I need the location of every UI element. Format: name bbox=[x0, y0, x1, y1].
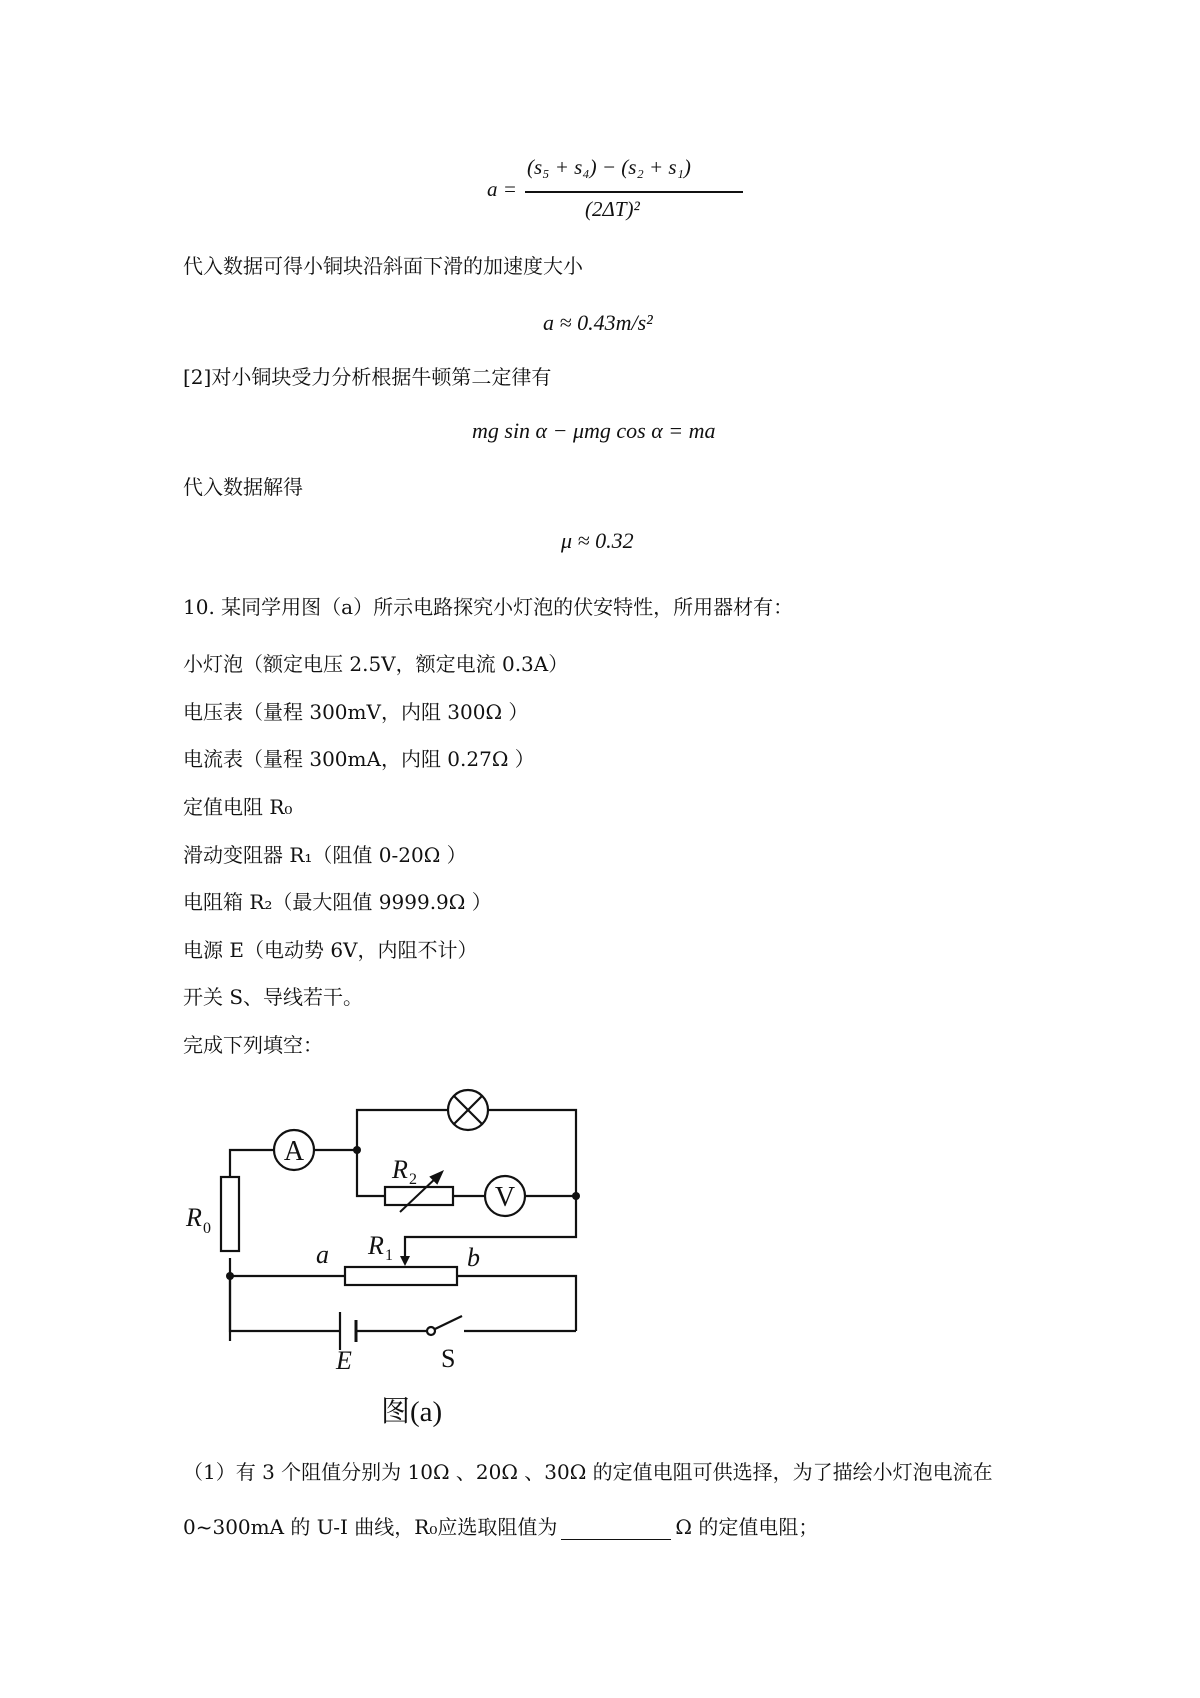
r1-label: R bbox=[368, 1231, 384, 1260]
battery-icon bbox=[340, 1312, 356, 1350]
material-item: 电压表（量程 300mV，内阻 300Ω ） bbox=[183, 700, 529, 724]
wire-r1-right bbox=[457, 1276, 576, 1331]
text-line-solve: 代入数据解得 bbox=[183, 475, 303, 499]
material-item: 开关 S、导线若干。 bbox=[183, 985, 364, 1009]
accel-value-equation: a ≈ 0.43m/s² bbox=[543, 310, 653, 335]
slider-arrow-icon bbox=[400, 1256, 410, 1266]
material-item: 电源 E（电动势 6V，内阻不计） bbox=[183, 938, 478, 962]
r0-subscript: 0 bbox=[203, 1220, 211, 1237]
terminal-b-label: b bbox=[467, 1243, 480, 1272]
wire-bottom-left bbox=[230, 1276, 340, 1331]
formula-denominator: (2ΔT)² bbox=[585, 197, 640, 221]
formula-lhs: a = bbox=[487, 177, 517, 201]
r2-label: R bbox=[392, 1155, 408, 1184]
material-item: 定值电阻 R₀ bbox=[183, 795, 293, 819]
resistor-box-r0 bbox=[221, 1177, 239, 1251]
resistor-box-r2 bbox=[385, 1187, 453, 1205]
formula-numerator: (s₅ + s₄) − (s₂ + s₁) bbox=[527, 155, 691, 179]
lamp-icon bbox=[448, 1090, 488, 1130]
ammeter-label: A bbox=[283, 1136, 305, 1167]
material-item: 电阻箱 R₂（最大阻值 9999.9Ω ） bbox=[183, 890, 492, 914]
wire-r2-left bbox=[357, 1150, 385, 1196]
switch-label: S bbox=[441, 1344, 456, 1373]
mu-value-equation: μ ≈ 0.32 bbox=[561, 528, 634, 553]
material-item: 滑动变阻器 R₁（阻值 0-20Ω ） bbox=[183, 843, 467, 867]
answer-blank[interactable] bbox=[561, 1519, 671, 1540]
instruction-text: 完成下列填空： bbox=[183, 1033, 323, 1057]
r0-label: R bbox=[186, 1203, 202, 1232]
material-item: 电流表（量程 300mA，内阻 0.27Ω ） bbox=[183, 747, 535, 771]
terminal-a-label: a bbox=[316, 1240, 329, 1269]
resistor-box-r1 bbox=[345, 1267, 457, 1285]
sub-question-1-line1: （1）有 3 个阻值分别为 10Ω 、20Ω 、30Ω 的定值电阻可供选择，为了描绘小灯泡电流在 bbox=[183, 1460, 993, 1484]
question-10-stem: 10. 某同学用图（a）所示电路探究小灯泡的伏安特性，所用器材有： bbox=[183, 595, 794, 619]
text-line-accel-intro: 代入数据可得小铜块沿斜面下滑的加速度大小 bbox=[183, 254, 583, 278]
sub-question-1-suffix: Ω 的定值电阻； bbox=[675, 1515, 819, 1539]
sub-question-1-prefix: 0~300mA 的 U-I 曲线，R₀应选取阻值为 bbox=[183, 1515, 558, 1539]
battery-label: E bbox=[336, 1346, 352, 1375]
r1-subscript: 1 bbox=[385, 1247, 393, 1264]
newton-equation: mg sin α − μmg cos α = ma bbox=[472, 418, 716, 443]
text-line-newton-intro: [2]对小铜块受力分析根据牛顿第二定律有 bbox=[183, 365, 552, 389]
switch-icon bbox=[427, 1316, 462, 1335]
material-item: 小灯泡（额定电压 2.5V，额定电流 0.3A） bbox=[183, 652, 569, 676]
figure-caption: 图(a) bbox=[381, 1396, 443, 1428]
sub-question-1-line2 bbox=[183, 1514, 818, 1540]
voltmeter-label: V bbox=[494, 1182, 516, 1213]
r2-subscript: 2 bbox=[409, 1171, 417, 1188]
